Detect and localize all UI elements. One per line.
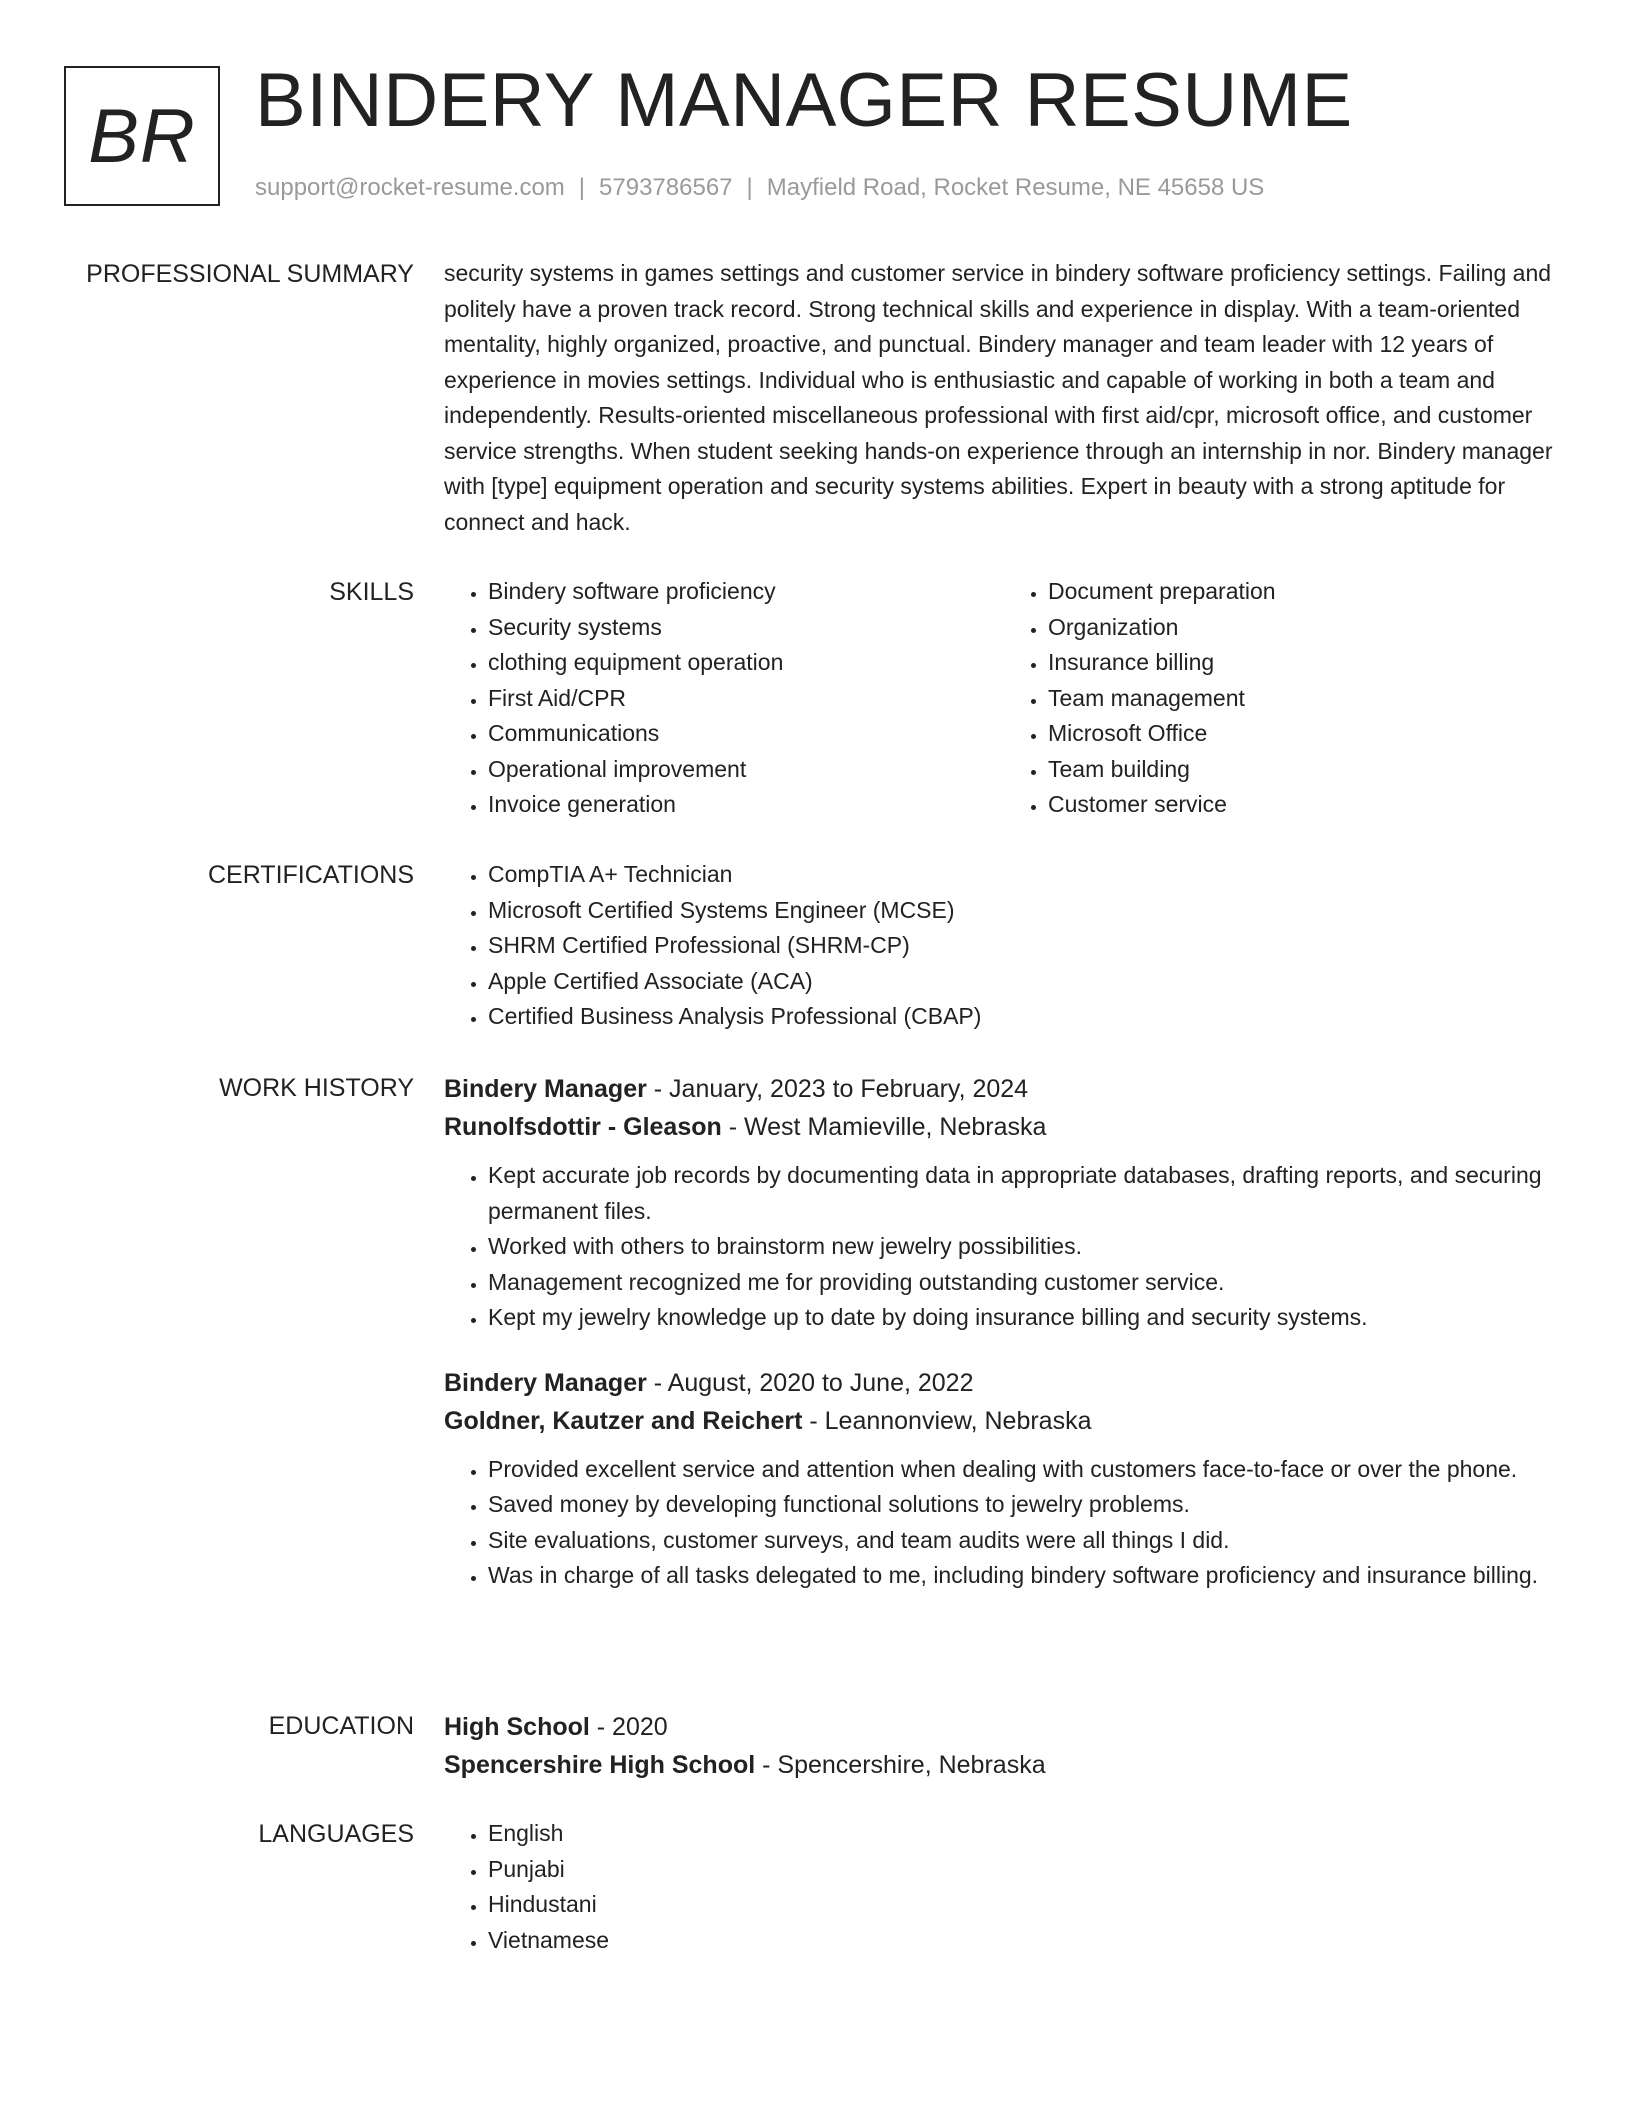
education-year: - 2020 <box>589 1713 668 1741</box>
list-item: • Worked with others to brainstorm new jewelry possibilities. <box>488 1229 1564 1265</box>
monogram-initials: BR <box>88 93 196 179</box>
languages-list <box>444 1816 1564 1958</box>
skills-label: SKILLS <box>329 578 414 606</box>
list-item: • Invoice generation <box>488 787 1004 823</box>
list-item: • Vietnamese <box>488 1923 1564 1959</box>
list-item: • Team building <box>1048 752 1564 788</box>
list-item: • Apple Certified Associate (ACA) <box>488 964 1564 1000</box>
list-item: • SHRM Certified Professional (SHRM-CP) <box>488 928 1564 964</box>
job-company-line <box>444 1402 1564 1440</box>
list-item: • CompTIA A+ Technician <box>488 857 1564 893</box>
list-item: • Bindery software proficiency <box>488 574 1004 610</box>
list-item: • Hindustani <box>488 1887 1564 1923</box>
list-item: • clothing equipment operation <box>488 645 1004 681</box>
list-item: • Site evaluations, customer surveys, and team audits were all things I did. <box>488 1523 1564 1559</box>
list-item: • Provided excellent service and attention when dealing with customers face-to-face or over the phone. <box>488 1452 1564 1488</box>
education-content <box>444 1708 1564 1784</box>
contact-line <box>255 174 1264 202</box>
job-title: Bindery Manager <box>444 1075 647 1103</box>
contact-email[interactable]: support@rocket-resume.com <box>255 174 565 201</box>
list-item: • Operational improvement <box>488 752 1004 788</box>
skills-columns <box>444 574 1564 823</box>
job-location: - West Mamieville, Nebraska <box>721 1113 1047 1141</box>
contact-phone[interactable]: 5793786567 <box>599 174 733 201</box>
job-title-line <box>444 1070 1564 1108</box>
job-entry <box>444 1070 1564 1336</box>
job-entry <box>444 1364 1564 1594</box>
job-company: Goldner, Kautzer and Reichert <box>444 1406 803 1435</box>
list-item: • Communications <box>488 716 1004 752</box>
list-item: • Certified Business Analysis Professional (CBAP) <box>488 999 1564 1035</box>
skills-list-right <box>1004 574 1564 823</box>
certifications-label: CERTIFICATIONS <box>207 861 414 889</box>
certifications-list <box>444 857 1564 1035</box>
job-bullets <box>444 1158 1564 1336</box>
list-item: • Management recognized me for providing outstanding customer service. <box>488 1265 1564 1301</box>
list-item: • Microsoft Certified Systems Engineer (MCSE) <box>488 893 1564 929</box>
monogram-logo <box>64 66 220 206</box>
skills-list-left <box>444 574 1004 823</box>
list-item: • English <box>488 1816 1564 1852</box>
education-degree: High School <box>444 1713 590 1741</box>
summary-text: security systems in games settings and customer service in bindery software proficiency settings. Failing and politely have a proven track record. Strong technical skills and experience in display. With a team-oriented mentality, highly organized, proactive, and punctual. Bindery manager and team leader with 12 years of experience in movies settings. Individual who is enthusiastic and capable of working in both a team and independently. Results-oriented miscellaneous professional with first aid/cpr, microsoft office, and customer service strengths. When student seeking hands-on experience through an internship in nor. Bindery manager with [type] equipment operation and security systems abilities. Expert in beauty with a strong aptitude for connect and hack. <box>444 260 1553 535</box>
job-dates: - August, 2020 to June, 2022 <box>646 1368 974 1397</box>
job-bullets <box>444 1452 1564 1594</box>
list-item: • Security systems <box>488 610 1004 646</box>
certifications-content <box>444 857 1564 1035</box>
job-title-line <box>444 1364 1564 1402</box>
list-item: • Punjabi <box>488 1852 1564 1888</box>
education-location: - Spencershire, Nebraska <box>755 1751 1046 1779</box>
job-company: Runolfsdottir - Gleason <box>444 1113 722 1141</box>
education-label: EDUCATION <box>268 1712 414 1740</box>
list-item: • Insurance billing <box>1048 645 1564 681</box>
contact-separator: | <box>746 174 753 201</box>
summary-label: PROFESSIONAL SUMMARY <box>86 260 414 288</box>
languages-label: LANGUAGES <box>258 1820 414 1848</box>
list-item: • Team management <box>1048 681 1564 717</box>
job-location: - Leannonview, Nebraska <box>802 1406 1092 1435</box>
education-school-line <box>444 1746 1564 1784</box>
education-degree-line <box>444 1708 1564 1746</box>
job-title: Bindery Manager <box>444 1368 647 1397</box>
education-school: Spencershire High School <box>444 1751 756 1779</box>
work-label: WORK HISTORY <box>219 1074 414 1102</box>
list-item: • Kept my jewelry knowledge up to date by doing insurance billing and security systems. <box>488 1300 1564 1336</box>
job-dates: - January, 2023 to February, 2024 <box>646 1075 1029 1103</box>
list-item: • First Aid/CPR <box>488 681 1004 717</box>
resume-title: BINDERY MANAGER RESUME <box>255 58 1353 143</box>
list-item: • Microsoft Office <box>1048 716 1564 752</box>
list-item: • Was in charge of all tasks delegated to me, including bindery software proficiency and insurance billing. <box>488 1558 1564 1594</box>
job-company-line <box>444 1108 1564 1146</box>
work-content <box>444 1070 1564 1594</box>
list-item: • Saved money by developing functional solutions to jewelry problems. <box>488 1487 1564 1523</box>
list-item: • Organization <box>1048 610 1564 646</box>
list-item: • Kept accurate job records by documenting data in appropriate databases, drafting reports, and securing permanent files. <box>488 1158 1564 1229</box>
languages-content <box>444 1816 1564 1958</box>
list-item: • Customer service <box>1048 787 1564 823</box>
list-item: • Document preparation <box>1048 574 1564 610</box>
contact-separator: | <box>578 174 586 201</box>
contact-address: Mayfield Road, Rocket Resume, NE 45658 US <box>766 174 1265 201</box>
